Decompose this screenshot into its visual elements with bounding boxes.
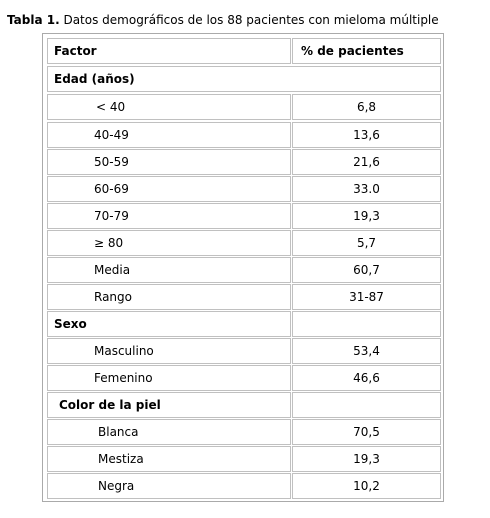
row-value: 33.0	[292, 176, 441, 202]
row-label: ≥ 80	[47, 230, 291, 256]
row-value: 60,7	[292, 257, 441, 283]
row-value: 31-87	[292, 284, 441, 310]
empty-cell	[292, 392, 441, 418]
row-value: 6,8	[292, 94, 441, 120]
row-label: Rango	[47, 284, 291, 310]
header-factor: Factor	[47, 38, 291, 64]
row-label: 70-79	[47, 203, 291, 229]
row-value: 46,6	[292, 365, 441, 391]
table-caption	[7, 13, 439, 27]
row-label: Media	[47, 257, 291, 283]
row-label: 50-59	[47, 149, 291, 175]
row-value: 53,4	[292, 338, 441, 364]
empty-cell	[292, 311, 441, 337]
row-value: 70,5	[292, 419, 441, 445]
caption-text: Datos demográficos de los 88 pacientes con mieloma múltiple	[63, 13, 439, 27]
row-label: Mestiza	[47, 446, 291, 472]
row-label: Negra	[47, 473, 291, 499]
row-value: 19,3	[292, 203, 441, 229]
caption-label: Tabla 1.	[7, 13, 60, 27]
row-label: Femenino	[47, 365, 291, 391]
row-value: 21,6	[292, 149, 441, 175]
row-label: Blanca	[47, 419, 291, 445]
row-label: Masculino	[47, 338, 291, 364]
row-value: 19,3	[292, 446, 441, 472]
section-title-sexo: Sexo	[47, 311, 291, 337]
row-label: 60-69	[47, 176, 291, 202]
row-label: < 40	[47, 94, 291, 120]
row-value: 10,2	[292, 473, 441, 499]
row-value: 5,7	[292, 230, 441, 256]
section-title-color-piel: Color de la piel	[47, 392, 291, 418]
header-percent: % de pacientes	[292, 38, 441, 64]
section-title-edad: Edad (años)	[47, 66, 441, 92]
row-label: 40-49	[47, 122, 291, 148]
row-value: 13,6	[292, 122, 441, 148]
demographics-table	[42, 33, 444, 502]
